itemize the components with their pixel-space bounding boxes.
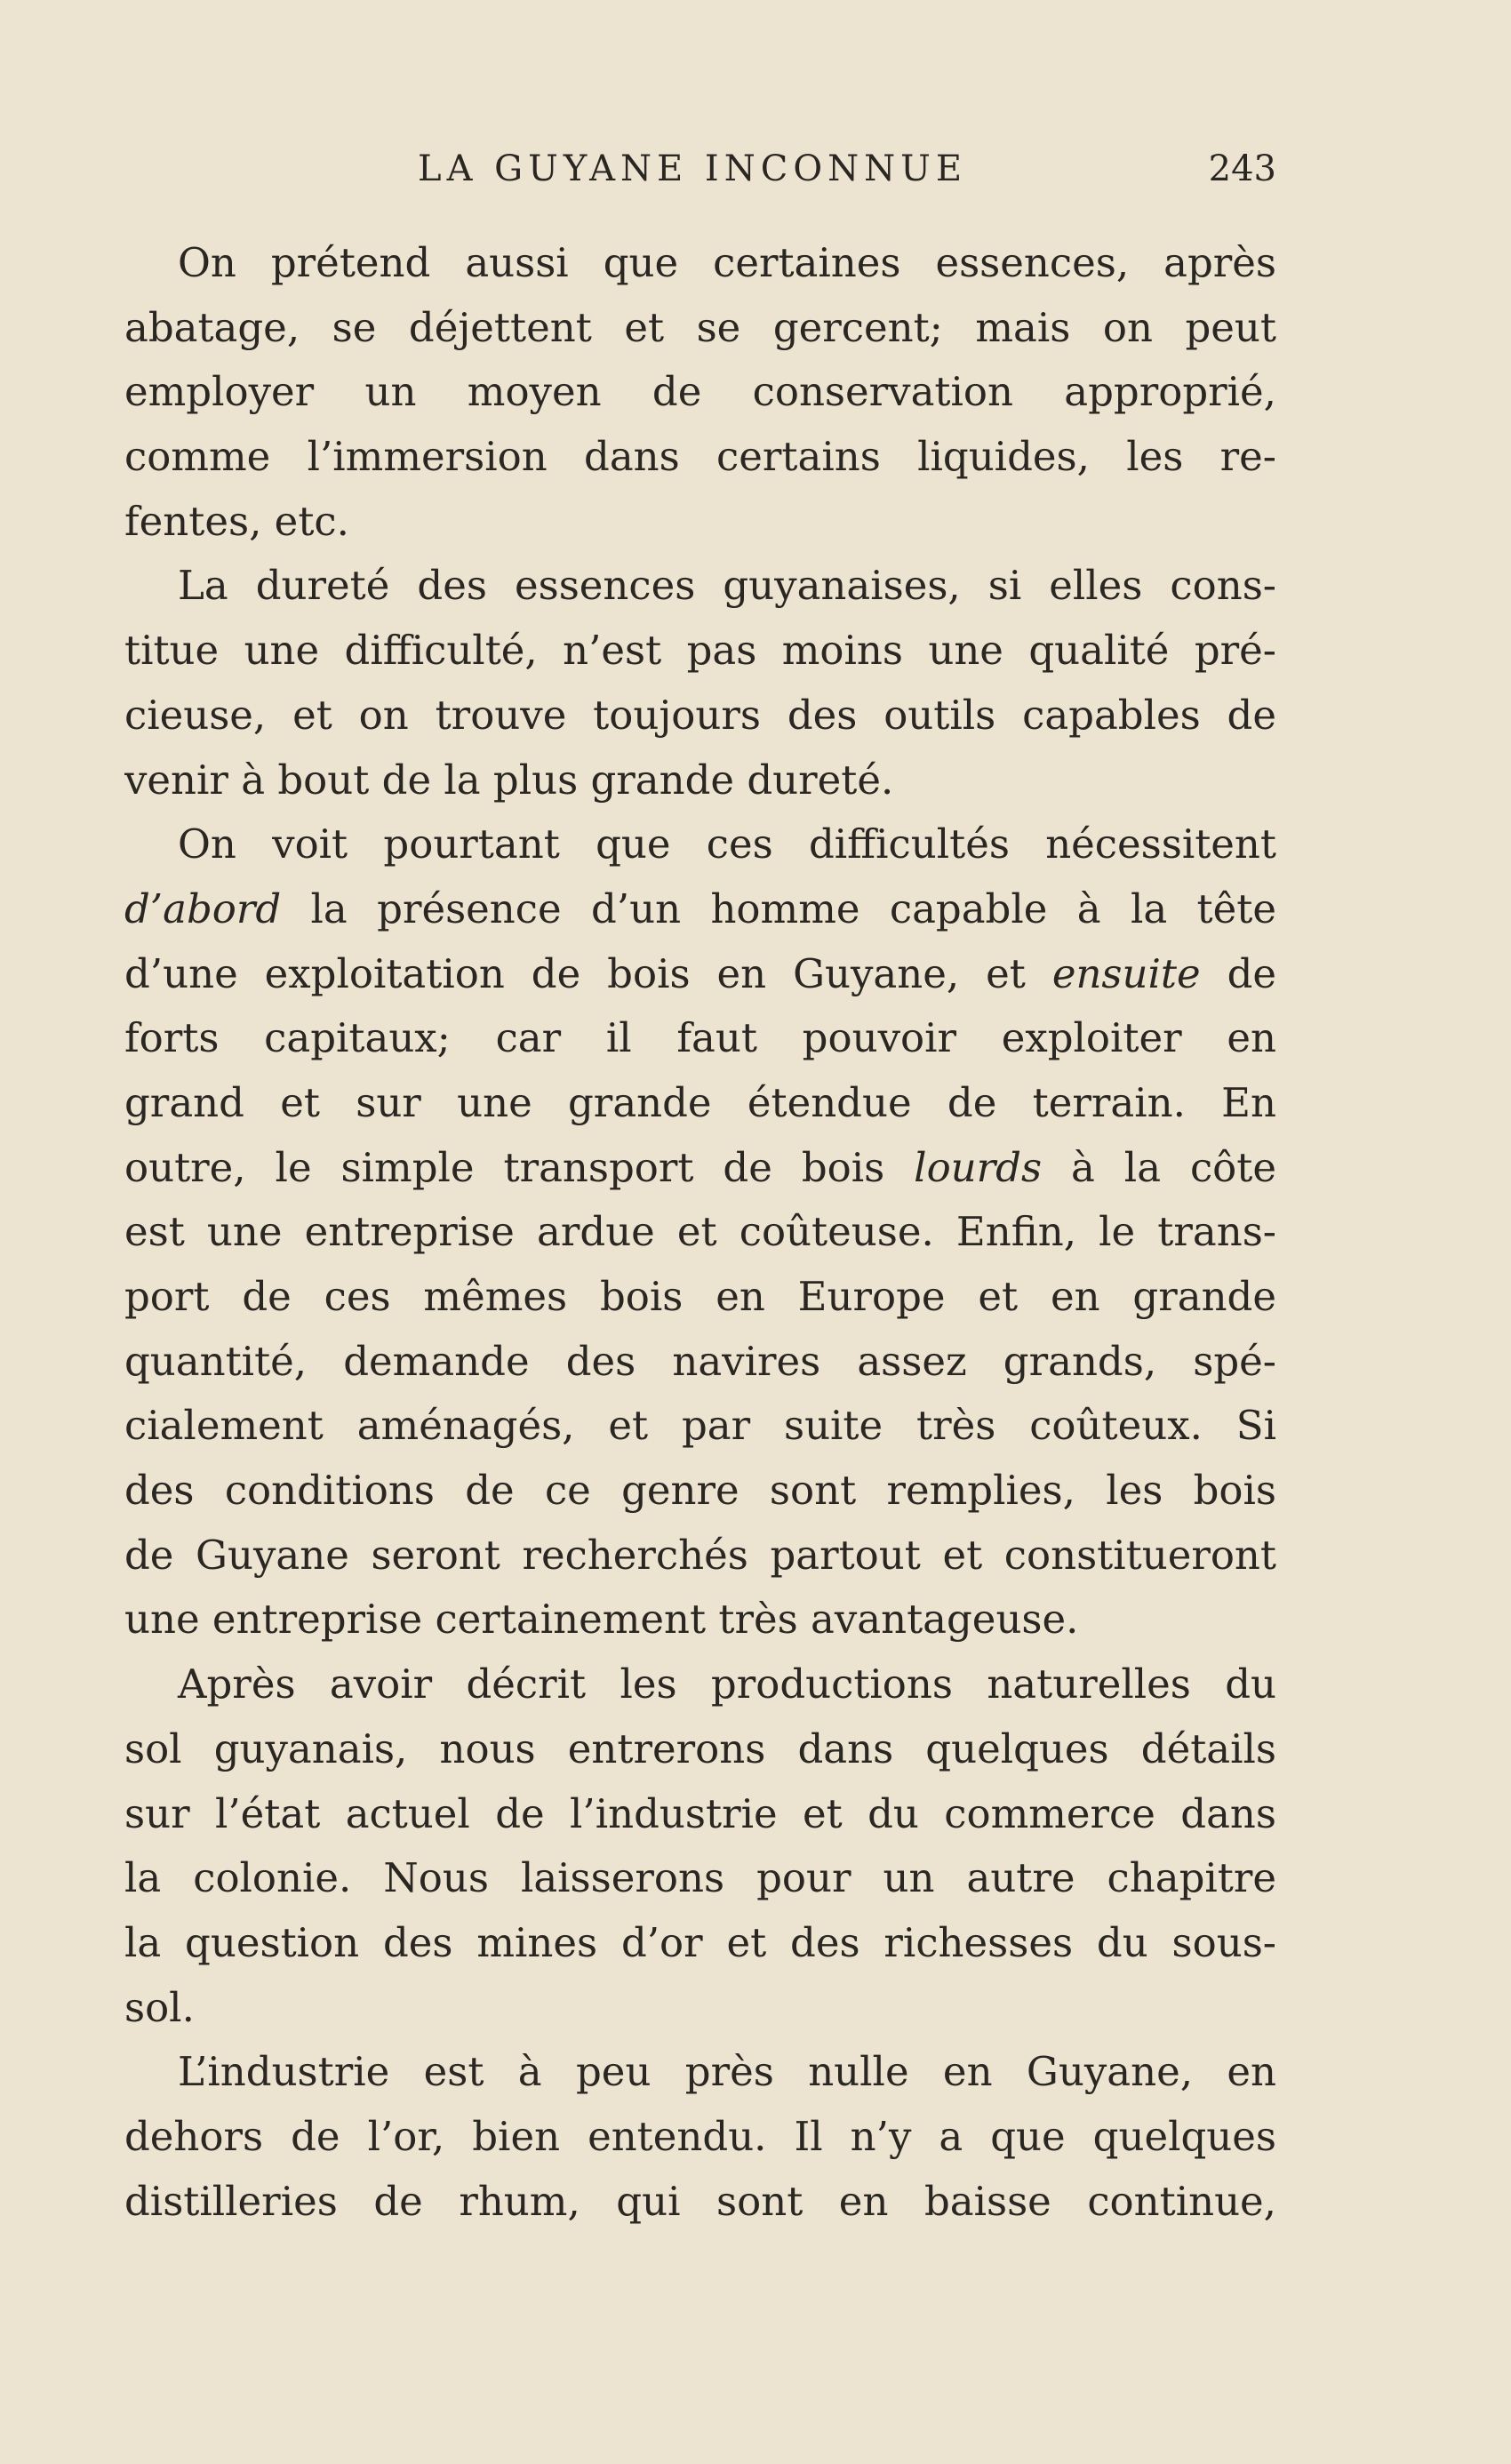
text-line: la colonie. Nous laisserons pour un autre chapitre [124,1854,1276,1902]
text-line: sur l’état actuel de l’industrie et du commerce dans [124,1789,1276,1837]
text-line: Après avoir décrit les productions naturelles du [178,1660,1276,1708]
text-segment: la présence d’un homme capable à la tête [281,884,1276,932]
text-line: cieuse, et on trouve toujours des outils capables de [124,691,1276,739]
text-line: On prétend aussi que certaines essences, après [178,239,1276,286]
text-line: sol guyanais, nous entrerons dans quelques détails [124,1724,1276,1772]
text-segment: à la côte [1042,1143,1276,1191]
text-line: venir à bout de la plus grande dureté. [124,756,894,804]
text-line: titue une difficulté, n’est pas moins une qualité pré- [124,627,1276,675]
text-segment: de [1200,949,1276,997]
running-title: LA GUYANE INCONNUE [418,148,968,189]
text-line: des conditions de ce genre sont remplies, les bois [124,1467,1276,1515]
text-segment: outre, le simple transport de bois [124,1143,915,1191]
text-line [124,877,1276,942]
text-line [124,1136,1276,1201]
text-line: fentes, etc. [124,497,349,545]
text-line: est une entreprise ardue et coûteuse. Enfin, le trans- [124,1208,1276,1256]
text-line: forts capitaux; car il faut pouvoir exploiter en [124,1014,1276,1062]
text-line: quantité, demande des navires assez grands, spé- [124,1337,1276,1385]
italic-word: ensuite [1051,949,1201,997]
text-line: distilleries de rhum, qui sont en baisse continue, [124,2177,1276,2225]
page-number: 243 [1208,148,1276,189]
text-line [124,942,1276,1007]
text-line: L’industrie est à peu près nulle en Guyane, en [178,2048,1276,2096]
text-line: La dureté des essences guyanaises, si elles cons- [178,562,1276,610]
text-line: comme l’immersion dans certains liquides, les re- [124,433,1276,481]
text-line: abatage, se déjettent et se gercent; mais on peut [124,303,1276,351]
italic-word: lourds [914,1143,1043,1191]
body-text [124,231,1276,2234]
text-line: la question des mines d’or et des richesses du sous- [124,1918,1276,1966]
text-line: sol. [124,1983,195,2031]
text-segment: d’une exploitation de bois en Guyane, et [124,949,1052,997]
text-line: port de ces mêmes bois en Europe et en grande [124,1273,1276,1320]
text-line: employer un moyen de conservation approprié, [124,368,1276,416]
text-line: dehors de l’or, bien entendu. Il n’y a que quelques [124,2112,1276,2160]
italic-word: d’abord [124,884,282,932]
text-line: On voit pourtant que ces difficultés nécessitent [178,820,1276,868]
text-line: cialement aménagés, et par suite très coûteux. Si [124,1402,1276,1450]
text-line: grand et sur une grande étendue de terrain. En [124,1078,1276,1126]
page-header [124,142,1276,196]
text-line: de Guyane seront recherchés partout et constitueront [124,1531,1276,1579]
text-line: une entreprise certainement très avantageuse. [124,1596,1079,1644]
